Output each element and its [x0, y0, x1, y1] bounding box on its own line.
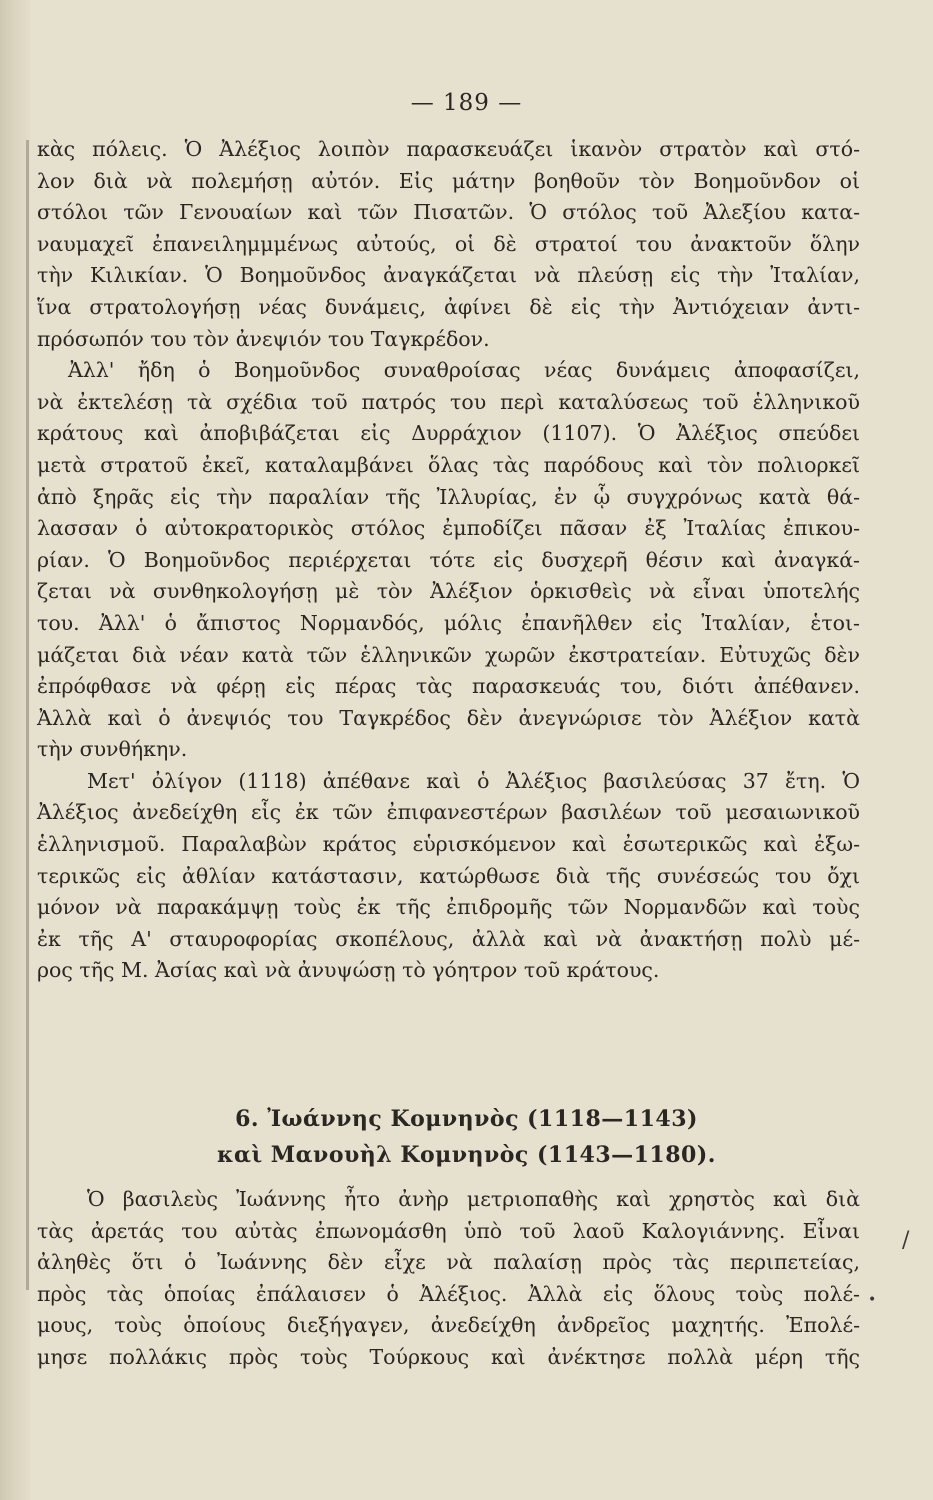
text-line: ἀπὸ ξηρᾶς εἰς τὴν παραλίαν τῆς Ἰλλυρίας, ἐν ᾧ συγχρόνως κατὰ θά-	[37, 484, 860, 509]
section-heading-line-1: 6. Ἰωάννης Κομνηνὸς (1118—1143)	[235, 1106, 698, 1132]
text-line: πρόσωπόν του τὸν ἀνεψιόν του Ταγκρέδον.	[37, 326, 490, 351]
text-line: λασσαν ὁ αὐτοκρατορικὸς στόλος ἐμποδίζει πᾶσαν ἐξ Ἰταλίας ἐπικου-	[37, 516, 860, 541]
text-line: ναυμαχεῖ ἐπανειλημμμένως αὐτούς, οἱ δὲ στρατοί του ἀνακτοῦν ὅλην	[37, 231, 860, 256]
text-line: μάζεται διὰ νέαν κατὰ τῶν ἑλληνικῶν χωρῶν ἐκστρατείαν. Εὐτυχῶς δὲν	[37, 642, 860, 667]
text-line: τερικῶς εἰς ἀθλίαν κατάστασιν, κατώρθωσε διὰ τῆς συνέσεώς του ὄχι	[37, 863, 860, 888]
margin-slash-mark: /	[902, 1228, 910, 1253]
text-line: ἀληθὲς ὅτι ὁ Ἰωάννης δὲν εἶχε νὰ παλαίσῃ πρὸς τὰς περιπετείας,	[37, 1250, 860, 1275]
text-line: πρὸς τὰς ὁποίας ἐπάλαισεν ὁ Ἀλέξιος. Ἀλλὰ εἰς ὅλους τοὺς πολέ-	[37, 1281, 860, 1306]
text-line: ἐκ τῆς Α' σταυροφορίας σκοπέλους, ἀλλὰ καὶ νὰ ἀνακτήσῃ πολὺ μέ-	[37, 926, 860, 951]
text-line: τὴν συνθήκην.	[37, 737, 188, 762]
text-line: στόλοι τῶν Γενουαίων καὶ τῶν Πισατῶν. Ὁ στόλος τοῦ Ἀλεξίου κατα-	[37, 200, 860, 225]
text-line: Ἀλλὰ καὶ ὁ ἀνεψιός του Ταγκρέδος δὲν ἀνεγνώρισε τὸν Ἀλέξιον κατὰ	[37, 705, 860, 730]
paragraph-block-1	[37, 134, 860, 987]
text-line: Ἀλέξιος ἀνεδείχθη εἷς ἐκ τῶν ἐπιφανεστέρων βασιλέων τοῦ μεσαιωνικοῦ	[37, 800, 860, 825]
text-line: νὰ ἐκτελέσῃ τὰ σχέδια τοῦ πατρός του περὶ καταλύσεως τοῦ ἑλληνικοῦ	[37, 389, 860, 414]
text-line: ζεται νὰ συνθηκολογήσῃ μὲ τὸν Ἀλέξιον ὁρκισθεὶς νὰ εἶναι ὑποτελής	[37, 579, 860, 604]
text-line: ἑλληνισμοῦ. Παραλαβὼν κράτος εὑρισκόμενον καὶ ἐσωτερικῶς καὶ ἐξω-	[37, 832, 860, 857]
text-line: ρος τῆς Μ. Ἀσίας καὶ νὰ ἀνυψώσῃ τὸ γόητρον τοῦ κράτους.	[37, 958, 660, 983]
text-line: του. Ἀλλ' ὁ ἄπιστος Νορμανδός, μόλις ἐπανῆλθεν εἰς Ἰταλίαν, ἑτοι-	[37, 610, 860, 635]
text-line: μόνον νὰ παρακάμψῃ τοὺς ἐκ τῆς ἐπιδρομῆς τῶν Νορμανδῶν καὶ τοὺς	[37, 895, 860, 920]
text-line: Ἀλλ' ἤδη ὁ Βοημοῦνδος συναθροίσας νέας δυνάμεις ἀποφασίζει,	[68, 358, 860, 383]
text-line: τὴν Κιλικίαν. Ὁ Βοημοῦνδος ἀναγκάζεται νὰ πλεύσῃ εἰς τὴν Ἰταλίαν,	[37, 263, 860, 288]
text-line: Μετ' ὀλίγον (1118) ἀπέθανε καὶ ὁ Ἀλέξιος βασιλεύσας 37 ἔτη. Ὁ	[87, 768, 860, 793]
page-number: — 189 —	[410, 90, 523, 116]
text-line: ἐπρόφθασε νὰ φέρῃ εἰς πέρας τὰς παρασκευάς του, διότι ἀπέθανεν.	[37, 674, 860, 699]
text-line: τὰς ἀρετάς του αὐτὰς ἐπωνομάσθη ὑπὸ τοῦ λαοῦ Καλογιάννης. Εἶναι	[37, 1218, 860, 1243]
paragraph-block-2	[37, 1184, 860, 1374]
text-line: μετὰ στρατοῦ ἐκεῖ, καταλαμβάνει ὅλας τὰς παρόδους καὶ τὸν πολιορκεῖ	[37, 452, 860, 477]
text-line: μους, τοὺς ὁποίους διεξήγαγεν, ἀνεδείχθη ἀνδρεῖος μαχητής. Ἐπολέ-	[37, 1313, 860, 1338]
text-line: κράτους καὶ ἀποβιβάζεται εἰς Δυρράχιον (1107). Ὁ Ἀλέξιος σπεύδει	[37, 421, 860, 446]
section-heading-line-2: καὶ Μανουὴλ Κομνηνὸς (1143—1180).	[217, 1142, 716, 1168]
text-line: ἵνα στρατολογήσῃ νέας δυνάμεις, ἀφίνει δὲ εἰς τὴν Ἀντιόχειαν ἀντι-	[37, 294, 860, 319]
text-line: κὰς πόλεις. Ὁ Ἀλέξιος λοιπὸν παρασκευάζει ἱκανὸν στρατὸν καὶ στό-	[37, 137, 860, 161]
margin-dot-mark: •	[868, 1292, 877, 1308]
text-line: Ὁ βασιλεὺς Ἰωάννης ἦτο ἀνὴρ μετριοπαθὴς καὶ χρηστὸς καὶ διὰ	[87, 1187, 860, 1211]
text-line: λον διὰ νὰ πολεμήσῃ αὐτόν. Εἰς μάτην βοηθοῦν τὸν Βοημοῦνδον οἱ	[37, 168, 860, 193]
text-line: ρίαν. Ὁ Βοημοῦνδος περιέρχεται τότε εἰς δυσχερῆ θέσιν καὶ ἀναγκά-	[37, 547, 860, 572]
text-line: μησε πολλάκις πρὸς τοὺς Τούρκους καὶ ἀνέκτησε πολλὰ μέρη τῆς	[37, 1344, 860, 1369]
